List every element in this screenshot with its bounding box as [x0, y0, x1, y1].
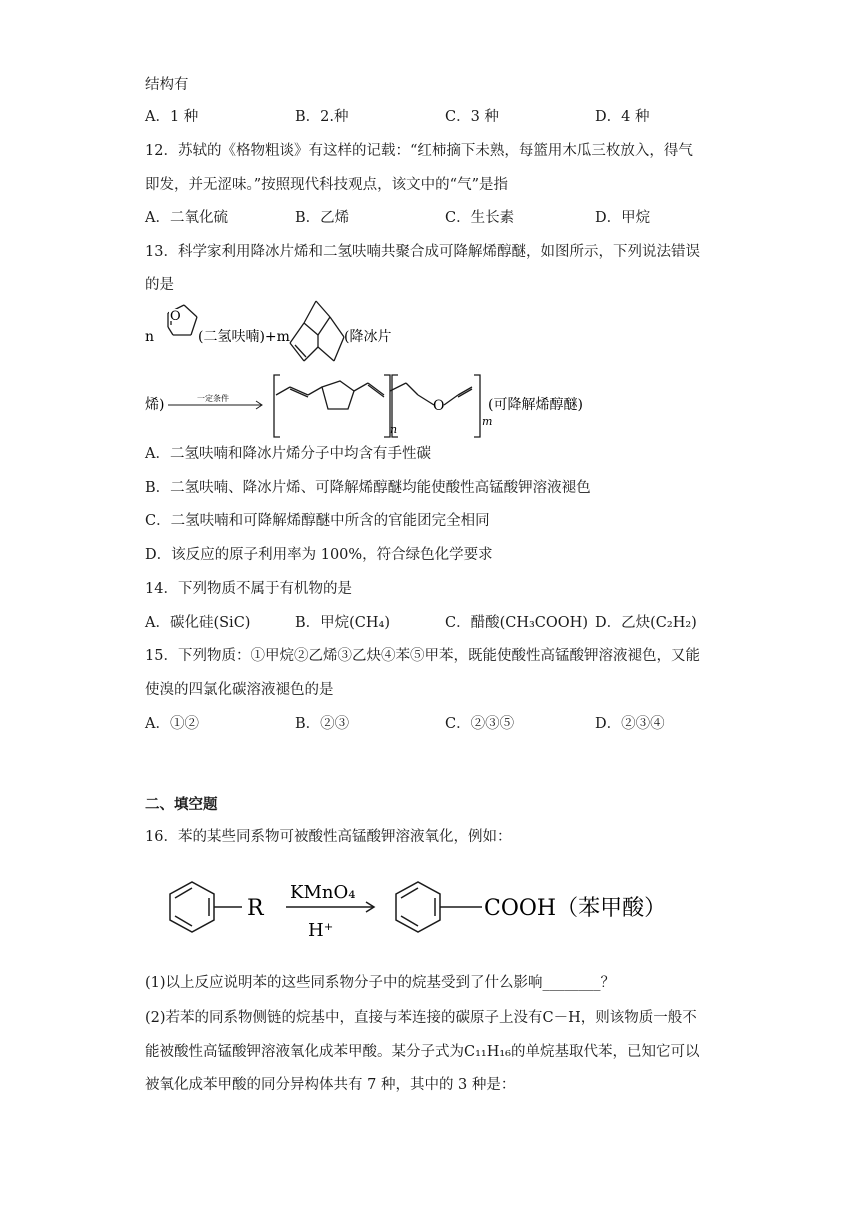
- q16-stem: 16．苯的某些同系物可被酸性高锰酸钾溶液氧化，例如：: [145, 829, 512, 845]
- q16-part2-line3: 被氧化成苯甲酸的同分异构体共有 7 种，其中的 3 种是：: [145, 1077, 516, 1093]
- option-c: C．3 种: [445, 109, 499, 125]
- q13-option-c: C．二氢呋喃和可降解烯醇醚中所含的官能团完全相同: [145, 513, 490, 529]
- product-benzoic-acid: COOH（苯甲酸）: [484, 896, 667, 921]
- q13-option-d: D．该反应的原子利用率为 100%，符合绿色化学要求: [145, 547, 493, 563]
- q15-option-c: C．②③⑤: [445, 716, 515, 732]
- q12-option-d: D．甲烷: [595, 210, 651, 226]
- norbornene-label: (降冰片: [344, 329, 392, 345]
- reaction-arrow-2: [286, 902, 374, 912]
- q15-option-b: B．②③: [295, 716, 350, 732]
- q14-stem: 14．下列物质不属于有机物的是: [145, 581, 352, 597]
- option-b: B．2.种: [295, 109, 349, 125]
- q15-stem-line1: 15．下列物质：①甲烷②乙烯③乙炔④苯⑤甲苯，既能使酸性高锰酸钾溶液褪色，又能: [145, 648, 700, 664]
- coefficient-n: n: [145, 329, 155, 345]
- benzene-ring-reactant: [170, 882, 242, 932]
- oxidation-reaction: [148, 872, 688, 952]
- polymer-oxygen: O: [433, 398, 445, 414]
- q12-option-a: A．二氧化硫: [145, 210, 228, 226]
- q15-option-a: A．①②: [145, 716, 199, 732]
- q14-option-c: C．醋酸(CH₃COOH): [445, 615, 588, 631]
- q12-option-b: B．乙烯: [295, 210, 350, 226]
- q13-stem-line1: 13．科学家利用降冰片烯和二氢呋喃共聚合成可降解烯醇醚，如图所示，下列说法错误: [145, 244, 700, 260]
- norbornene-label-cont: 烯): [145, 397, 165, 413]
- dihydrofuran-label: (二氢呋喃)+m: [198, 329, 290, 345]
- q16-part2-line2: 能被酸性高锰酸钾溶液氧化成苯甲酸。某分子式为C₁₁H₁₆的单烷基取代苯，已知它可以: [145, 1044, 700, 1060]
- q13-stem-line2: 的是: [145, 277, 174, 293]
- q15-stem-line2: 使溴的四氯化碳溶液褪色的是: [145, 682, 334, 698]
- q12-stem-line1: 12．苏轼的《格物粗谈》有这样的记载：“红柿摘下未熟，每篮用木瓜三枚放入，得气: [145, 143, 693, 159]
- reagent-acid: H⁺: [308, 920, 334, 941]
- subscript-m: m: [482, 415, 493, 428]
- polymer-structure: [274, 375, 480, 437]
- reaction-condition: 一定条件: [197, 394, 229, 403]
- q14-option-a: A．碳化硅(SiC): [145, 615, 251, 631]
- oxygen-atom: O: [170, 309, 181, 324]
- q14-option-b: B．甲烷(CH₄): [295, 615, 391, 631]
- product-label: (可降解烯醇醚): [488, 397, 583, 413]
- q13-option-a: A．二氢呋喃和降冰片烯分子中均含有手性碳: [145, 446, 431, 462]
- reagent-kmno4: KMnO₄: [290, 882, 356, 903]
- q16-part1: (1)以上反应说明苯的这些同系物分子中的烷基受到了什么影响________？: [145, 975, 616, 991]
- section-heading: 二、填空题: [145, 797, 218, 813]
- q16-part2-line1: (2)若苯的同系物侧链的烷基中，直接与苯连接的碳原子上没有C－H，则该物质一般不: [145, 1010, 697, 1026]
- q13-option-b: B．二氢呋喃、降冰片烯、可降解烯醇醚均能使酸性高锰酸钾溶液褪色: [145, 480, 591, 496]
- benzene-ring-product: [396, 882, 482, 932]
- subscript-n: n: [390, 423, 398, 436]
- norbornene-structure: [290, 301, 344, 361]
- question-continuation: 结构有: [145, 77, 189, 93]
- copolymerization-scheme: [140, 295, 640, 440]
- r-group: R: [247, 896, 264, 921]
- q12-stem-line2: 即发，并无涩味。”按照现代科技观点，该文中的“气”是指: [145, 177, 508, 193]
- q12-option-c: C．生长素: [445, 210, 515, 226]
- q15-option-d: D．②③④: [595, 716, 665, 732]
- option-d: D．4 种: [595, 109, 650, 125]
- option-a: A．1 种: [145, 109, 199, 125]
- q14-option-d: D．乙炔(C₂H₂): [595, 615, 697, 631]
